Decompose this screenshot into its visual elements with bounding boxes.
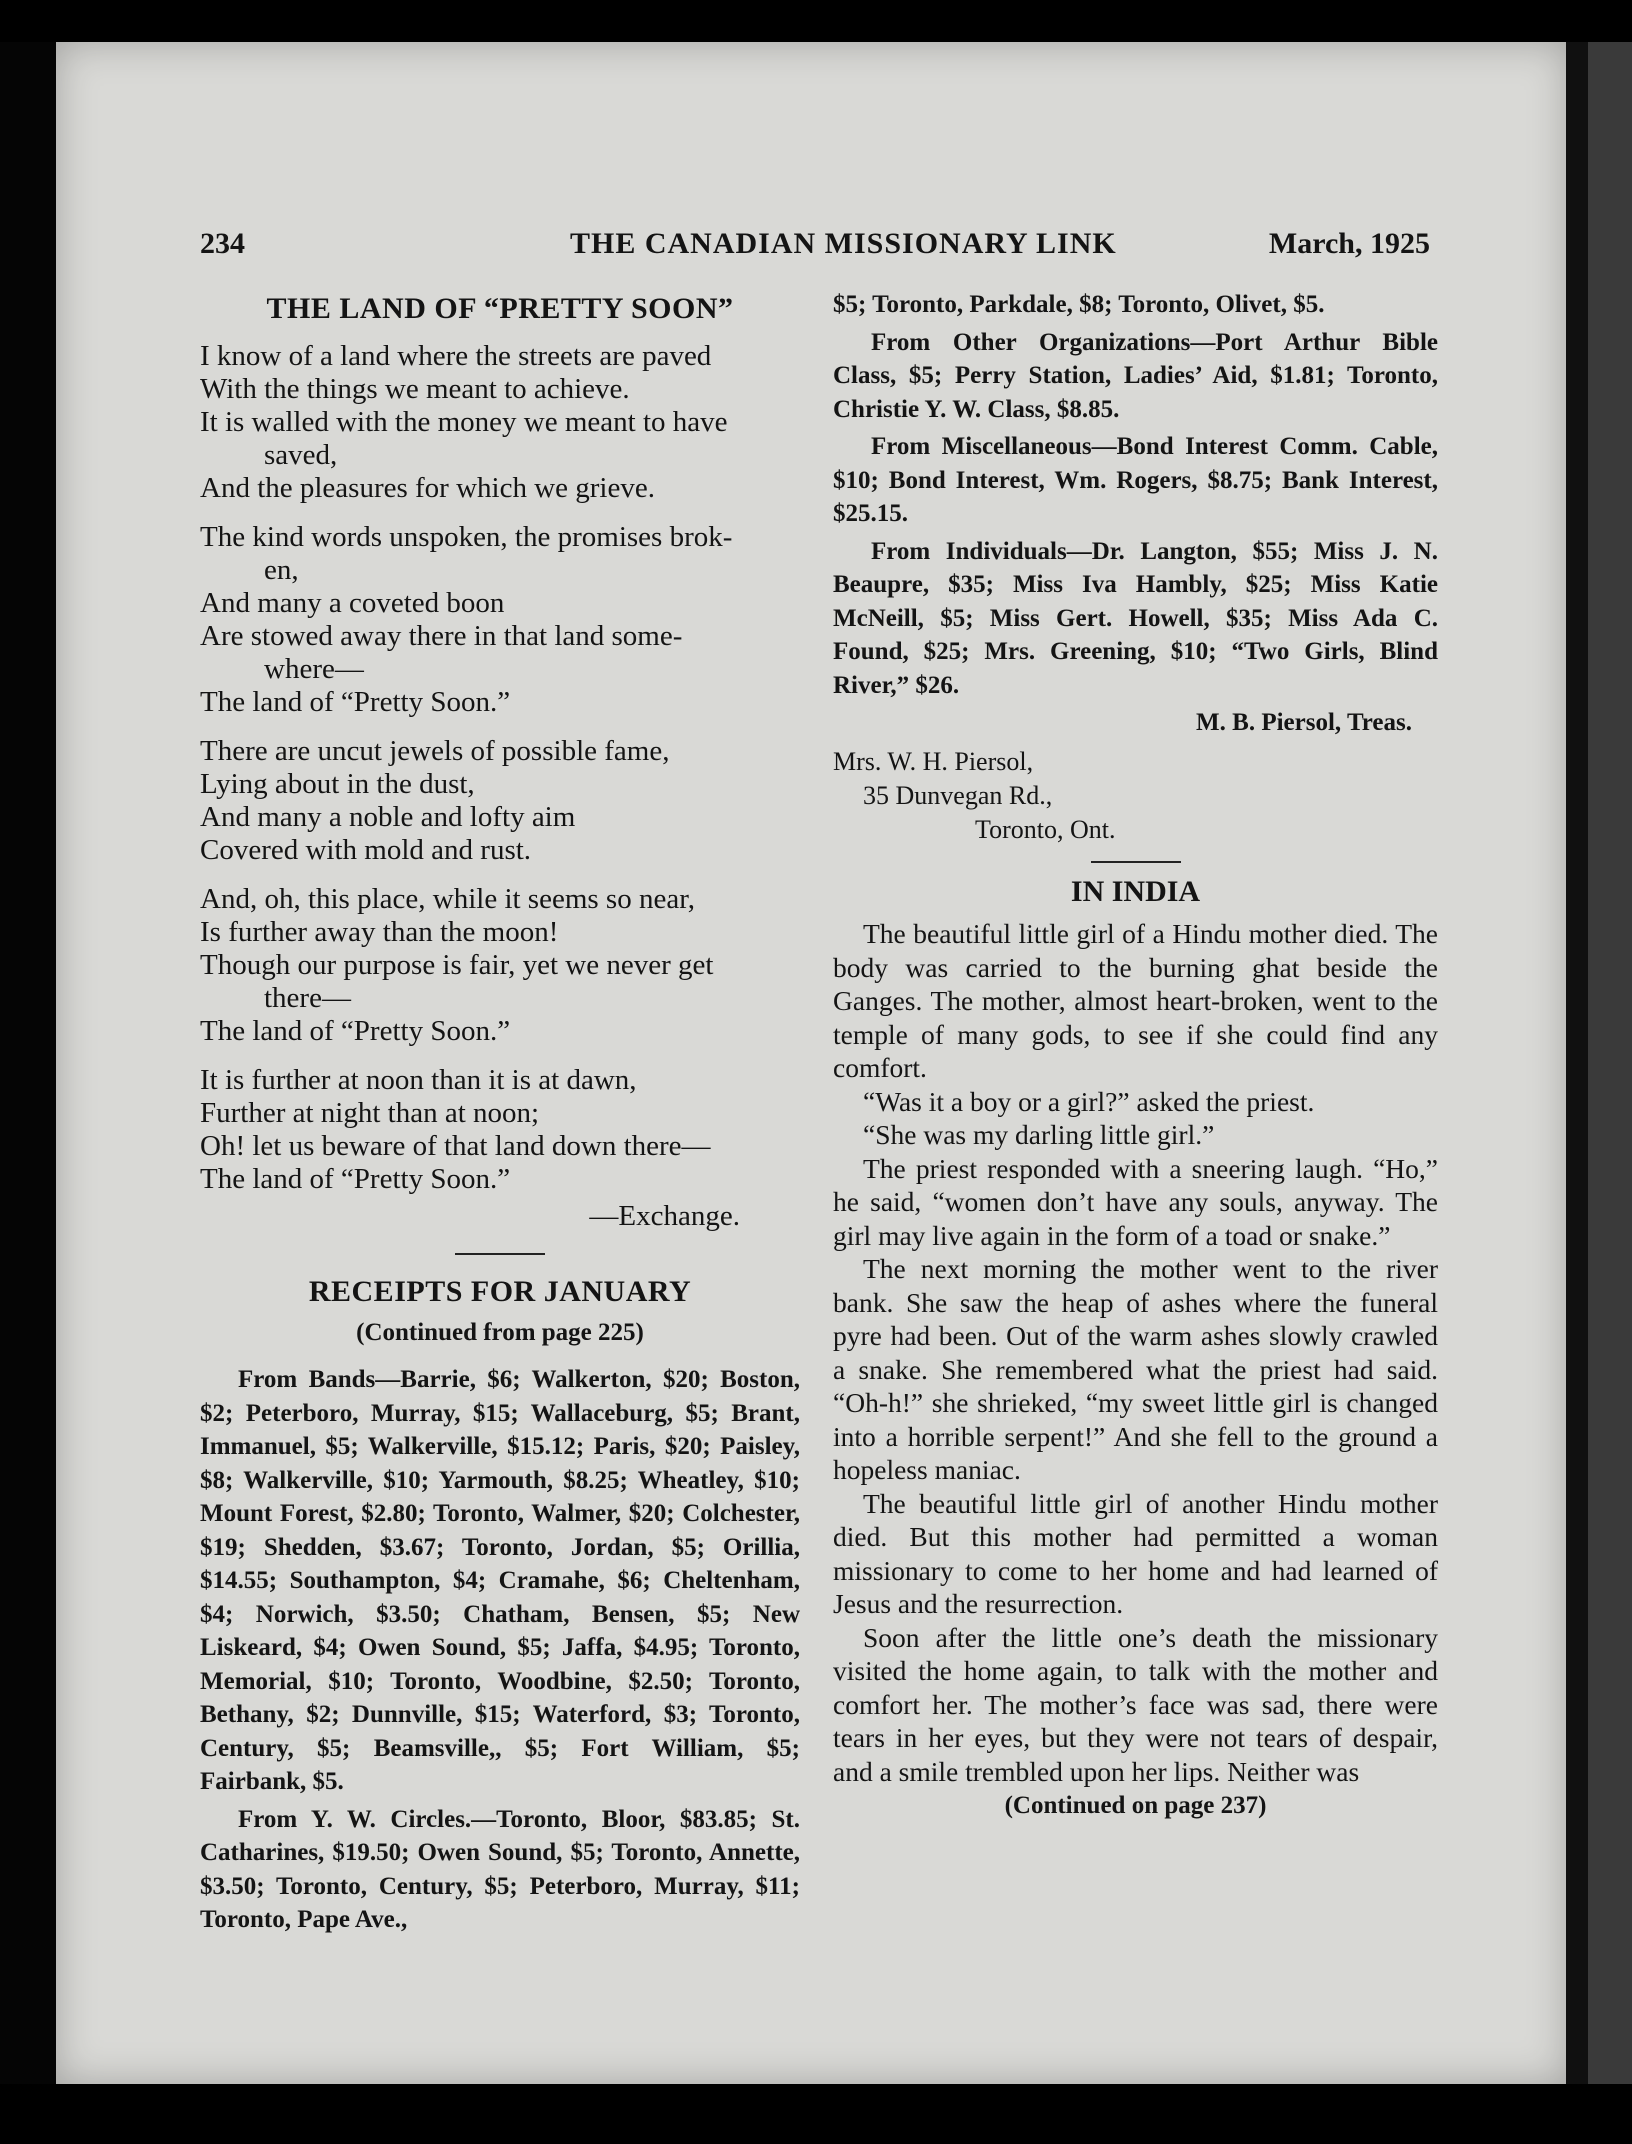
poem-line: saved,	[264, 439, 338, 471]
journal-title: THE CANADIAN MISSIONARY LINK	[570, 227, 1117, 260]
right-column	[833, 288, 1438, 1820]
receipts-bands: From Bands—Barrie, $6; Walkerton, $20; Boston, $2; Peterboro, Murray, $15; Wallaceburg, $5; Brant, Immanuel, $5; Walkerville, $15.12; Paris, $20; Paisley, $8; Walkerville, $10; Yarmouth, $8.25; Wheatley, $10; Mount Forest, $2.80; Toronto, Walmer, $20; Colchester, $19; Shedden, $3.67; Toronto, Jordan, $5; Orillia, $14.55; Southampton, $4; Cramahe, $6; Cheltenham, $4; Norwich, $3.50; Chatham, Bensen, $5; New Liskeard, $4; Owen Sound, $5; Jaffa, $4.95; Toronto, Memorial, $10; Toronto, Woodbine, $2.50; Toronto, Bethany, $2; Dunnville, $15; Waterford, $3; Toronto, Century, $5; Beamsville,, $5; Fort William, $5; Fairbank, $5.	[200, 1366, 800, 1795]
poem-line: Are stowed away there in that land some-	[200, 620, 683, 652]
poem-line: Though our purpose is fair, yet we never get	[200, 949, 714, 981]
poem-attribution: —Exchange.	[589, 1200, 740, 1232]
next-page-edge	[1588, 42, 1632, 2102]
poem-line: And the pleasures for which we grieve.	[200, 472, 655, 504]
poem-stanza	[200, 1064, 800, 1196]
poem-line: there—	[264, 982, 351, 1014]
poem-stanza	[200, 883, 800, 1048]
poem-line: I know of a land where the streets are paved	[200, 340, 712, 372]
receipts-yw-circles-continued: $5; Toronto, Parkdale, $8; Toronto, Olivet, $5.	[833, 291, 1325, 318]
poem-line: With the things we meant to achieve.	[200, 373, 630, 405]
address-line: 35 Dunvegan Rd.,	[863, 781, 1053, 810]
poem-line: The kind words unspoken, the promises brok-	[200, 521, 733, 553]
continued-from-note: (Continued from page 225)	[356, 1319, 644, 1346]
poem-line: And many a coveted boon	[200, 587, 505, 619]
poem-line: Covered with mold and rust.	[200, 834, 532, 866]
treasurer-address	[833, 745, 1438, 847]
poem-line: And, oh, this place, while it seems so near,	[200, 883, 695, 915]
article-paragraph: “Was it a boy or a girl?” asked the priest.	[863, 1085, 1315, 1117]
article-paragraph: The beautiful little girl of another Hindu mother died. But this mother had permitted a woman missionary to come to her home and had learned of Jesus and the resurrection.	[833, 1487, 1438, 1619]
poem-line: It is walled with the money we meant to have	[200, 406, 728, 438]
article-paragraph: Soon after the little one’s death the missionary visited the home again, to talk with the mother and comfort her. The mother’s face was sad, there were tears in her eyes, but they were not tears of despair, and a smile trembled upon her lips. Neither was	[833, 1621, 1438, 1787]
poem-line: The land of “Pretty Soon.”	[200, 1163, 511, 1195]
receipts-individuals: From Individuals—Dr. Langton, $55; Miss J. N. Beaupre, $35; Miss Iva Hambly, $25; Miss Katie McNeill, $5; Miss Gert. Howell, $35; Miss Ada C. Found, $25; Mrs. Greening, $10; “Two Girls, Blind River,” $26.	[833, 537, 1438, 699]
scan-top-border	[0, 0, 1632, 42]
article-paragraph: The next morning the mother went to the river bank. She saw the heap of ashes where the funeral pyre had been. Out of the warm ashes slowly crawled a snake. She remembered what the priest had said. “Oh-h!” she shrieked, “my sweet little girl is changed into a horrible serpent!” And she fell to the ground a hopeless maniac.	[833, 1253, 1438, 1485]
poem-line: Further at night than at noon;	[200, 1097, 540, 1129]
poem-line: en,	[264, 554, 299, 586]
poem-line: It is further at noon than it is at dawn,	[200, 1064, 637, 1096]
india-title: IN INDIA	[1070, 875, 1201, 908]
poem-stanza	[200, 340, 800, 505]
poem-stanza	[200, 521, 800, 719]
poem-line: The land of “Pretty Soon.”	[200, 1015, 511, 1047]
address-line: Mrs. W. H. Piersol,	[833, 747, 1034, 776]
poem-line: Lying about in the dust,	[200, 768, 475, 800]
binding-shadow	[1566, 42, 1588, 2102]
poem-line: And many a noble and lofty aim	[200, 801, 576, 833]
page-number: 234	[200, 227, 245, 260]
running-header	[200, 227, 1430, 267]
article-paragraph: “She was my darling little girl.”	[863, 1119, 1215, 1150]
issue-date: March, 1925	[1268, 227, 1430, 260]
continued-on-note: (Continued on page 237)	[1004, 1792, 1267, 1819]
poem-title: THE LAND OF “PRETTY SOON”	[266, 292, 734, 325]
receipts-yw-circles: From Y. W. Circles.—Toronto, Bloor, $83.85; St. Catharines, $19.50; Owen Sound, $5; Toronto, Annette, $3.50; Toronto, Century, $5; Peterboro, Murray, $11; Toronto, Pape Ave.,	[200, 1805, 800, 1933]
article-paragraph: The priest responded with a sneering laugh. “Ho,” he said, “women don’t have any souls, anyway. The girl may live again in the form of a toad or snake.”	[833, 1152, 1438, 1251]
treasurer-signature: M. B. Piersol, Treas.	[1196, 709, 1412, 736]
receipts-miscellaneous: From Miscellaneous—Bond Interest Comm. Cable, $10; Bond Interest, Wm. Rogers, $8.75; Bank Interest, $25.15.	[833, 433, 1438, 527]
address-line: Toronto, Ont.	[975, 815, 1116, 844]
poem-stanza	[200, 735, 800, 867]
poem-line: Oh! let us beware of that land down there—	[200, 1130, 711, 1162]
poem-line: There are uncut jewels of possible fame,	[200, 735, 670, 767]
poem-line: Is further away than the moon!	[200, 916, 559, 948]
scan-bottom-border	[0, 2084, 1632, 2144]
receipts-other-organizations: From Other Organizations—Port Arthur Bible Class, $5; Perry Station, Ladies’ Aid, $1.81; Toronto, Christie Y. W. Class, $8.85.	[833, 328, 1438, 423]
article-paragraph: The beautiful little girl of a Hindu mother died. The body was carried to the burning ghat beside the Ganges. The mother, almost heart-broken, went to the temple of many gods, to see if she could find any comfort.	[833, 918, 1438, 1083]
receipts-title: RECEIPTS FOR JANUARY	[308, 1275, 692, 1308]
poem-line: The land of “Pretty Soon.”	[200, 686, 511, 718]
section-divider	[455, 1253, 545, 1255]
left-column	[200, 288, 800, 1941]
poem-line: where—	[264, 653, 364, 685]
section-divider	[1091, 861, 1181, 863]
